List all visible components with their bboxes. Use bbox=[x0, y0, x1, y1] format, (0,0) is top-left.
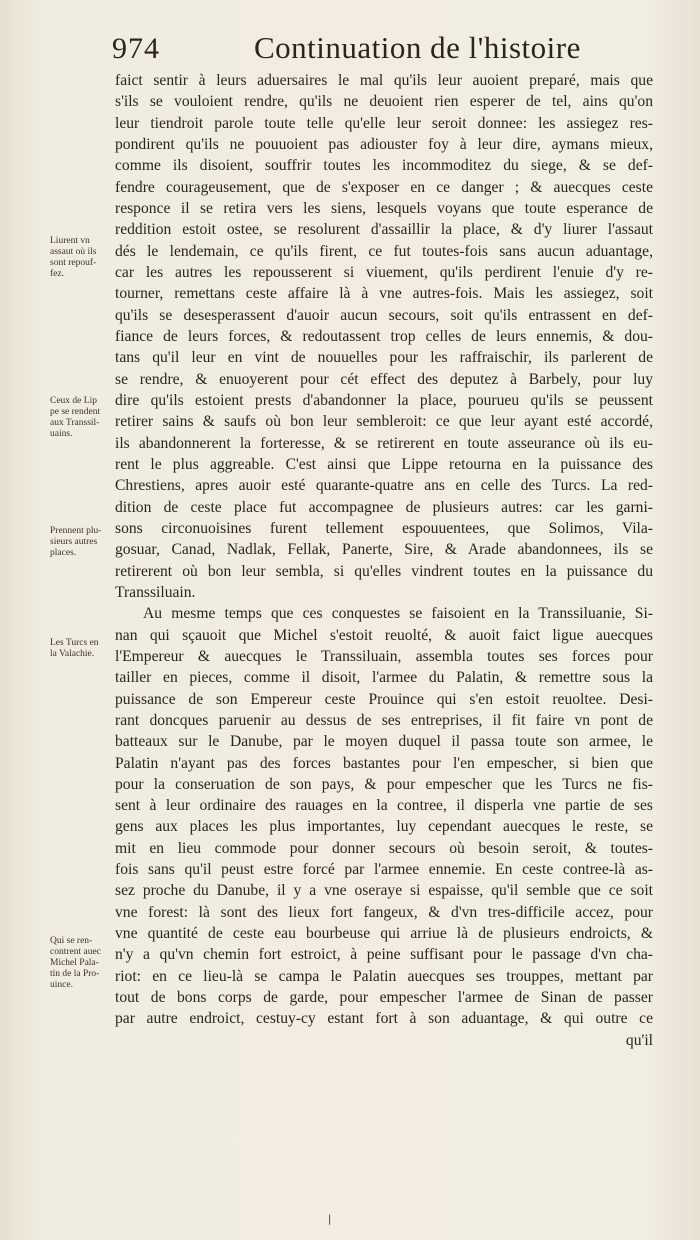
text-line: car les autres les repousserent si viuement, qu'ils perdirent l'enuie d'y re- bbox=[115, 263, 653, 281]
text-line: vne forest: là sont des lieux fort fangeux, & d'vn tres-difficile accez, pour bbox=[115, 903, 653, 921]
text-line: Transsiluain. bbox=[115, 583, 196, 601]
text-line: sons circonuoisines furent tellement espouuentees, que Solimos, Vila- bbox=[115, 519, 653, 537]
margin-note bbox=[50, 638, 120, 660]
text-line: n'y a qu'vn chemin fort estroict, à peine suffisant pour le passage d'vn cha- bbox=[115, 946, 653, 964]
text-line: riot: en ce lieu-là se campa le Palatin auecques ses trouppes, mettant par bbox=[115, 967, 653, 985]
text-line: fois sans qu'il peust estre forcé par l'armee ennemie. En ceste contree-là as- bbox=[115, 861, 653, 879]
text-line: pondirent qu'ils ne pouuoient pas adiouster foy à leur dire, aymans mieux, bbox=[115, 135, 653, 153]
margin-note-line: Qui se ren- bbox=[50, 936, 93, 946]
text-line: l'Empereur & auecques le Transsiluain, assembla toutes ses forces pour bbox=[115, 647, 653, 665]
margin-note-line: uains. bbox=[50, 429, 73, 439]
running-title: Continuation de l'histoire bbox=[254, 30, 581, 65]
text-line: retirerent où bon leur sembla, si qu'elles vindrent toutes en la puissance du bbox=[115, 562, 653, 580]
text-line: mit en lieu commode pour donner secours où besoin seroit, & toutes- bbox=[115, 839, 653, 857]
page-header bbox=[112, 30, 662, 70]
text-line: dition de ceste place fut accompagnee de plusieurs autres: car les garni- bbox=[115, 498, 653, 516]
margin-note-line: places. bbox=[50, 548, 77, 558]
paragraph-start-line: Au mesme temps que ces conquestes se faisoient en la Transsiluanie, Si- bbox=[143, 605, 653, 623]
text-line: tailler en pieces, comme il disoit, l'armee du Palatin, & remettre sous la bbox=[115, 669, 653, 687]
body-text bbox=[115, 70, 653, 1051]
text-line: par autre endroict, cestuy-cy estant fort à son aduantage, & qui outre ce bbox=[115, 1010, 653, 1028]
margin-note-line: pe se rendent bbox=[50, 407, 101, 417]
margin-note-line: Les Turcs en bbox=[50, 638, 99, 648]
text-line: vne quantité de ceste eau bourbeuse qui arriue là de plusieurs endroicts, & bbox=[115, 925, 653, 943]
text-line: dire qu'ils estoient prests d'abandonner la place, pourueu qu'ils se peussent bbox=[115, 391, 653, 409]
text-line: rent le plus aggreable. C'est ainsi que Lippe retourna en la puissance des bbox=[115, 455, 653, 473]
text-line: s'ils se vouloient rendre, qu'ils ne deuoient rien esperer de tel, ains qu'on bbox=[115, 93, 653, 111]
catchword: qu'il bbox=[625, 1031, 653, 1049]
text-line: gens aux places les plus importantes, luy cependant auecques le reste, se bbox=[115, 818, 653, 836]
text-line: qu'ils se desesperassent d'auoir aucun secours, soit qu'ils entrassent en def- bbox=[115, 306, 653, 324]
margin-note-line: uince. bbox=[50, 980, 73, 990]
margin-note-line: Prennent plu- bbox=[50, 526, 102, 536]
text-line: batteaux sur le Danube, par le moyen duquel il passa toute son armee, le bbox=[115, 733, 653, 751]
text-line: fendre courageusement, que de s'exposer en ce danger ; & auecques ceste bbox=[115, 178, 653, 196]
margin-note-line: la Valachie. bbox=[50, 649, 95, 659]
printer-mark: | bbox=[328, 1214, 332, 1225]
margin-note-line: assaut où ils bbox=[50, 247, 97, 257]
text-line: ils abandonnerent la forteresse, & se retirerent en toute asseurance où ils eu- bbox=[115, 434, 653, 452]
text-line: se rendre, & enuoyerent pour cét effect des deputez à Barbely, pour luy bbox=[115, 370, 653, 388]
text-line: pour la conseruation de son pays, & pour empescher que les Turcs ne fis- bbox=[115, 775, 653, 793]
text-line: Palatin n'ayant pas des forces bastantes pour l'en empescher, si bien que bbox=[115, 754, 653, 772]
text-line: nan qui sçauoit que Michel s'estoit reuolté, & auoit faict ligue auecques bbox=[115, 626, 653, 644]
text-line: fiance de leurs forces, & redoutassent trop celles de leurs ennemis, & dou- bbox=[115, 327, 653, 345]
text-line: tourner, remettans ceste affaire là à vne autres-fois. Mais les assiegez, soit bbox=[115, 285, 653, 303]
margin-note-line: aux Transsil- bbox=[50, 418, 100, 428]
text-line: tans qu'il leur en vint de nouuelles pour les raffraischir, ils parlerent de bbox=[115, 349, 653, 367]
margin-note-line: Ceux de Lip bbox=[50, 396, 97, 406]
text-line: reddition estoit ostee, se resolurent d'assaillir la place, & d'y liurer l'assaut bbox=[115, 221, 653, 239]
text-line: rant doncques paruenir au dessus de ses entreprises, il fit faire vn pont de bbox=[115, 711, 653, 729]
text-line: puissance de son Empereur ceste Prouince qui s'en estoit reuoltee. Desi- bbox=[115, 690, 653, 708]
margin-note-line: fez. bbox=[50, 269, 64, 279]
margin-note-line: sont repouf- bbox=[50, 258, 97, 268]
text-line: faict sentir à leurs aduersaires le mal qu'ils leur auoient preparé, mais que bbox=[115, 72, 653, 89]
text-line: sent à leur ordinaire des rauages en la contree, il disperla vne partie de ses bbox=[115, 797, 653, 815]
text-line: comme ils disoient, souffrir toutes les incommoditez du siege, & se def- bbox=[115, 157, 653, 175]
text-line: sez proche du Danube, il y a vne oseraye si espaisse, qu'il semble que ce soit bbox=[115, 882, 653, 900]
text-line: Chrestiens, apres auoir esté quarante-quatre ans en celle des Turcs. La red- bbox=[115, 477, 653, 495]
text-line: dés le lendemain, ce qu'ils firent, ce fut toutes-fois sans aucun aduantage, bbox=[115, 242, 653, 260]
margin-note-line: Liurent vn bbox=[50, 236, 90, 246]
margin-note-line: contrent auec bbox=[50, 947, 101, 957]
margin-note bbox=[50, 526, 120, 559]
text-line: leur tiendroit parole toute telle qu'elle leur seroit donnee: les assiegez res- bbox=[115, 114, 653, 132]
margin-note bbox=[50, 936, 120, 991]
text-line: retirer sains & saufs où bon leur sembleroit: ce que leur ayant esté accordé, bbox=[115, 413, 653, 431]
margin-note-line: Michel Pala- bbox=[50, 958, 99, 968]
text-line: tout de bons corps de garde, pour empescher l'armee de Sinan de passer bbox=[115, 989, 653, 1007]
margin-note-line: sieurs autres bbox=[50, 537, 98, 547]
page-number: 974 bbox=[112, 32, 160, 65]
margin-note bbox=[50, 396, 120, 440]
margin-note bbox=[50, 236, 120, 280]
text-line: responce il se retira vers les siens, lesquels voyans que toute esperance de bbox=[115, 199, 653, 217]
margin-note-line: tin de la Pro- bbox=[50, 969, 100, 979]
text-line: gosuar, Canad, Nadlak, Fellak, Panerte, Sire, & Arade abandonnees, ils se bbox=[115, 541, 653, 559]
